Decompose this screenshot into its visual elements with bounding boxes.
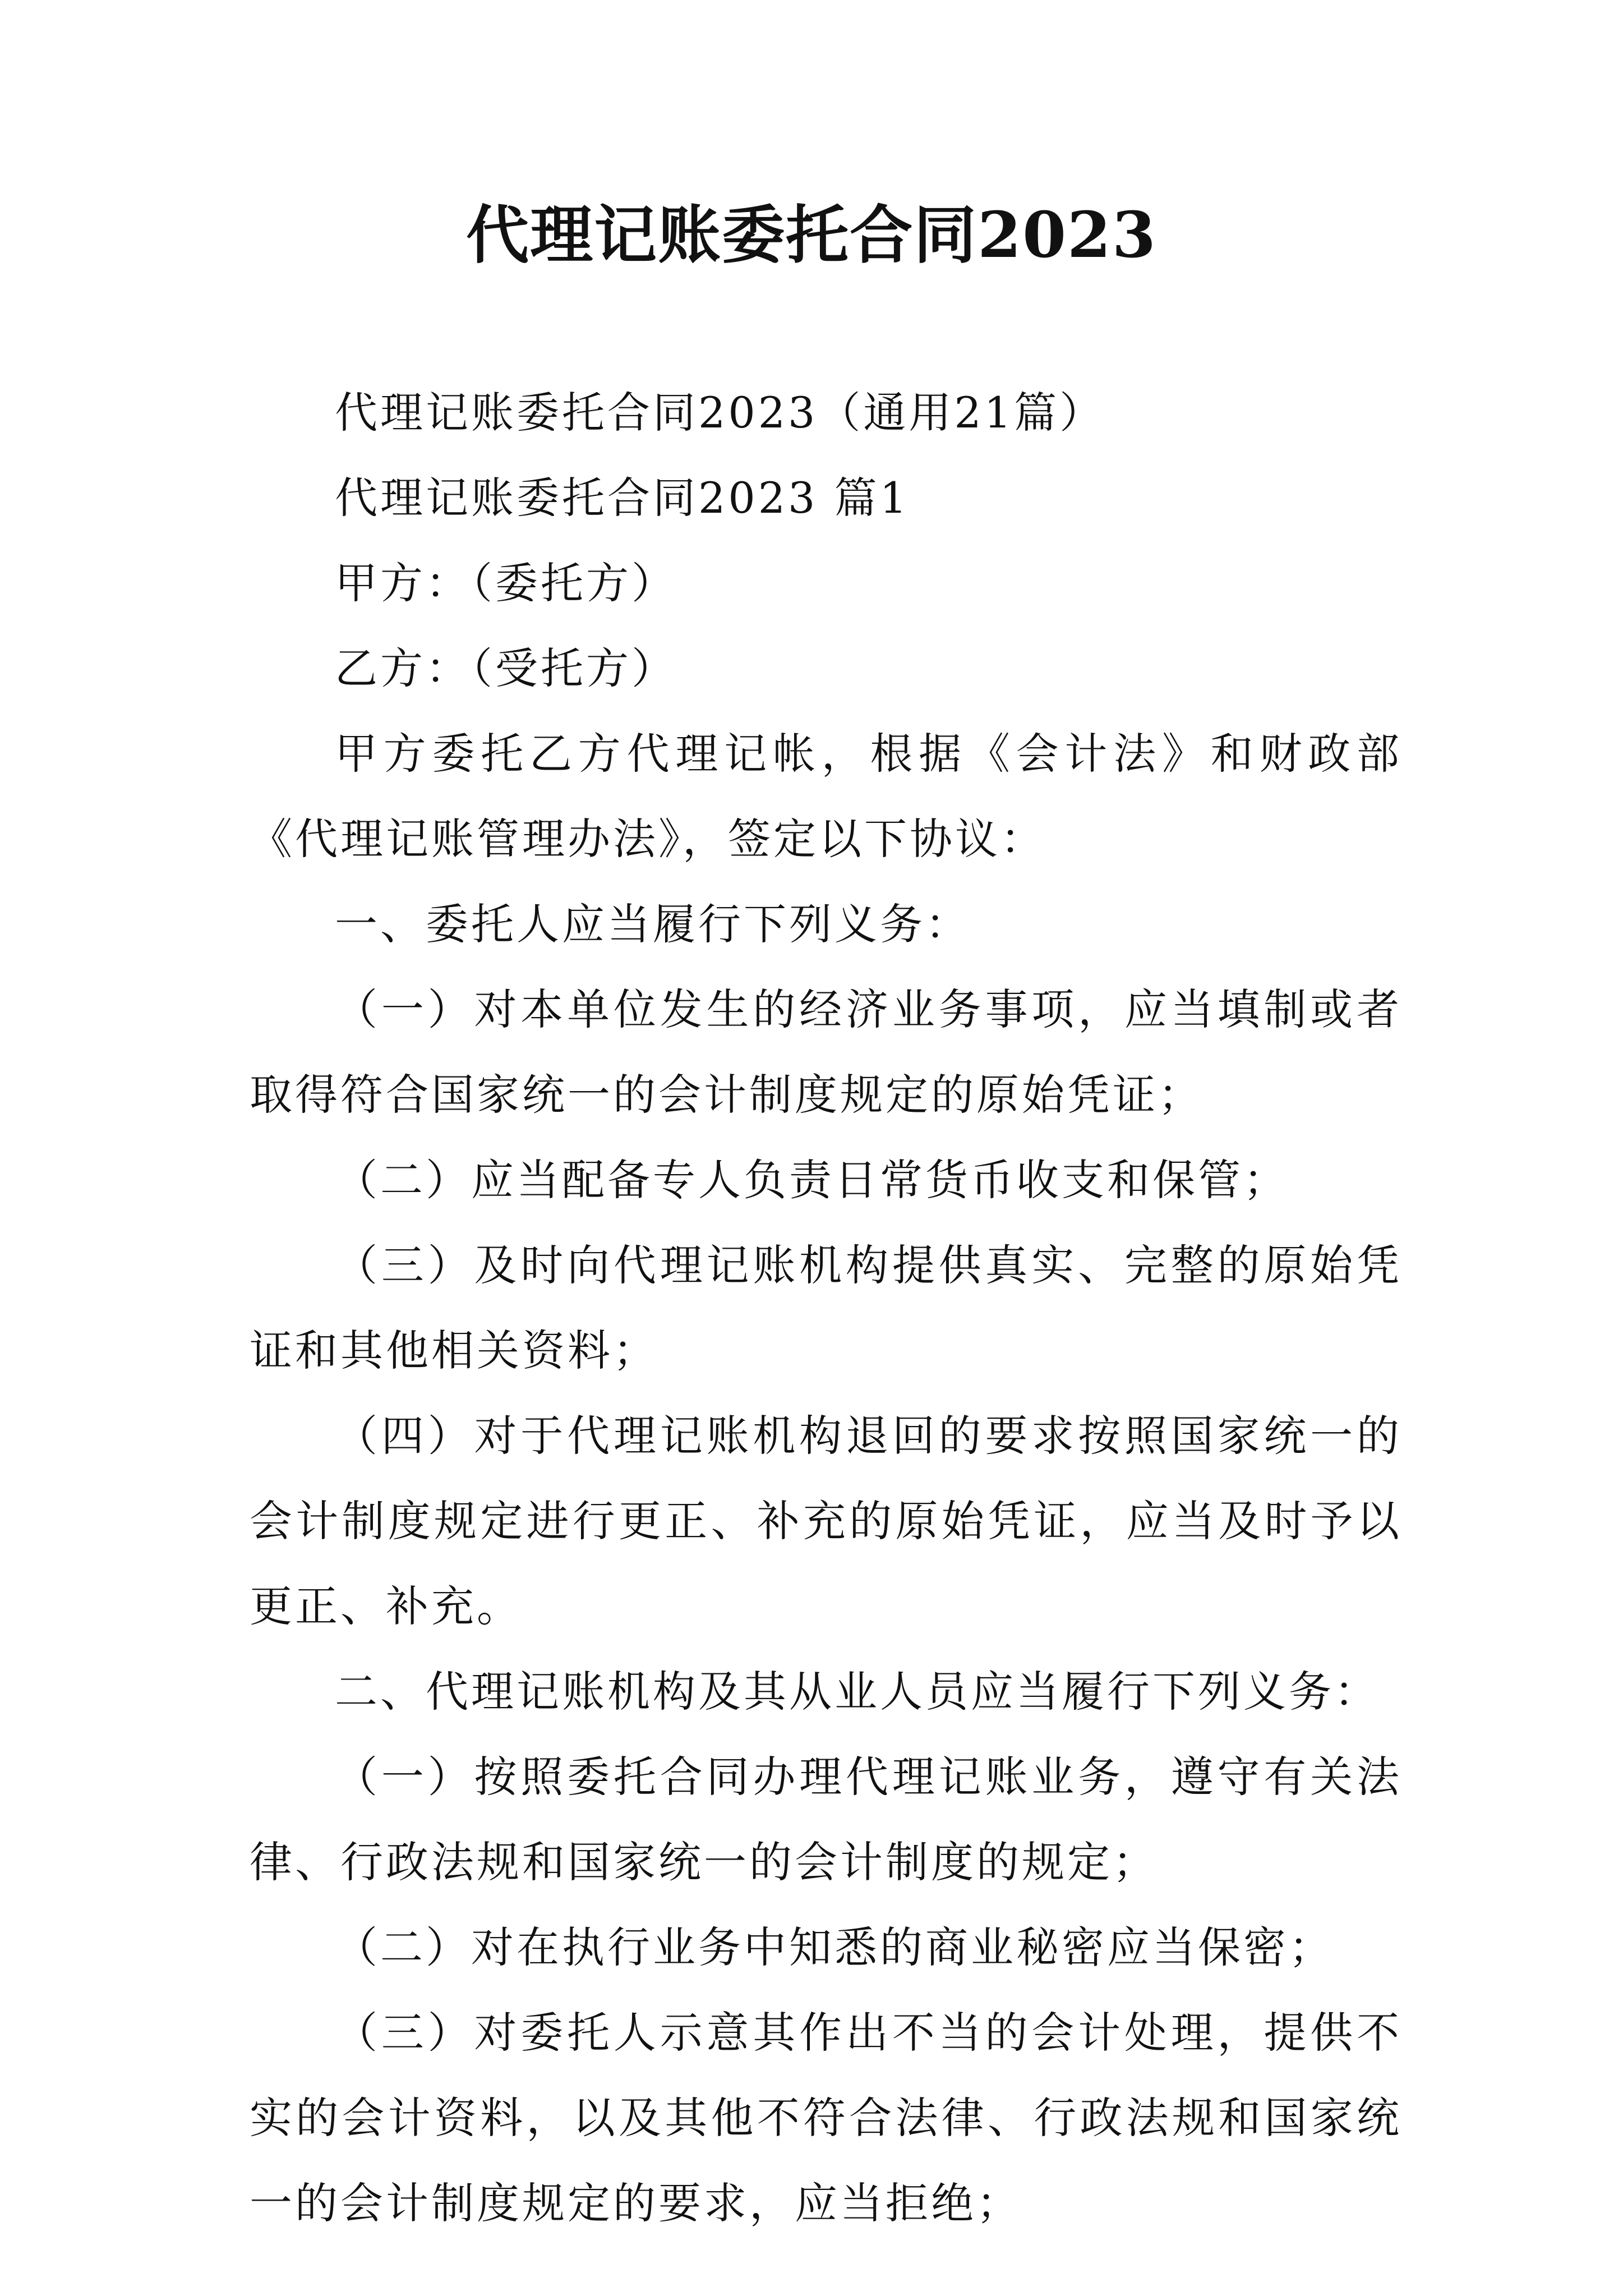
paragraph-clause-2: 二、代理记账机构及其从业人员应当履行下列义务： <box>335 1667 1380 1717</box>
paragraph-party-b: 乙方：（受托方） <box>335 643 677 693</box>
paragraph-clause-1-item-1: （一）对本单位发生的经济业务事项，应当填制或者取得符合国家统一的会计制度规定的原始凭证； <box>250 984 1402 1120</box>
paragraph-clause-2-item-1: （一）按照委托合同办理代理记账业务，遵守有关法律、行政法规和国家统一的会计制度的规定； <box>250 1752 1402 1887</box>
paragraph-clause-1-item-3: （三）及时向代理记账机构提供真实、完整的原始凭证和其他相关资料； <box>250 1240 1402 1375</box>
paragraph-subtitle: 代理记账委托合同2023（通用21篇） <box>335 388 1105 438</box>
paragraph-party-a: 甲方：（委托方） <box>335 558 677 608</box>
paragraph-clause-2-item-2: （二）对在执行业务中知悉的商业秘密应当保密； <box>335 1922 1334 1972</box>
paragraph-clause-2-item-3: （三）对委托人示意其作出不当的会计处理，提供不实的会计资料，以及其他不符合法律、行政法规和国家统一的会计制度规定的要求，应当拒绝； <box>250 2008 1402 2228</box>
paragraph-clause-1-item-2: （二）应当配备专人负责日常货币收支和保管； <box>335 1155 1289 1205</box>
document-body <box>250 370 1402 2246</box>
paragraph-clause-1: 一、委托人应当履行下列义务： <box>335 899 971 949</box>
paragraph-section-heading: 代理记账委托合同2023 篇1 <box>335 473 910 523</box>
paragraph-clause-1-item-4: （四）对于代理记账机构退回的要求按照国家统一的会计制度规定进行更正、补充的原始凭证，应当及时予以更正、补充。 <box>250 1411 1402 1631</box>
document-title: 代理记账委托合同2023 <box>466 199 1157 272</box>
paragraph-preamble: 甲方委托乙方代理记帐，根据《会计法》和财政部《代理记账管理办法》，签定以下协议： <box>250 729 1402 864</box>
